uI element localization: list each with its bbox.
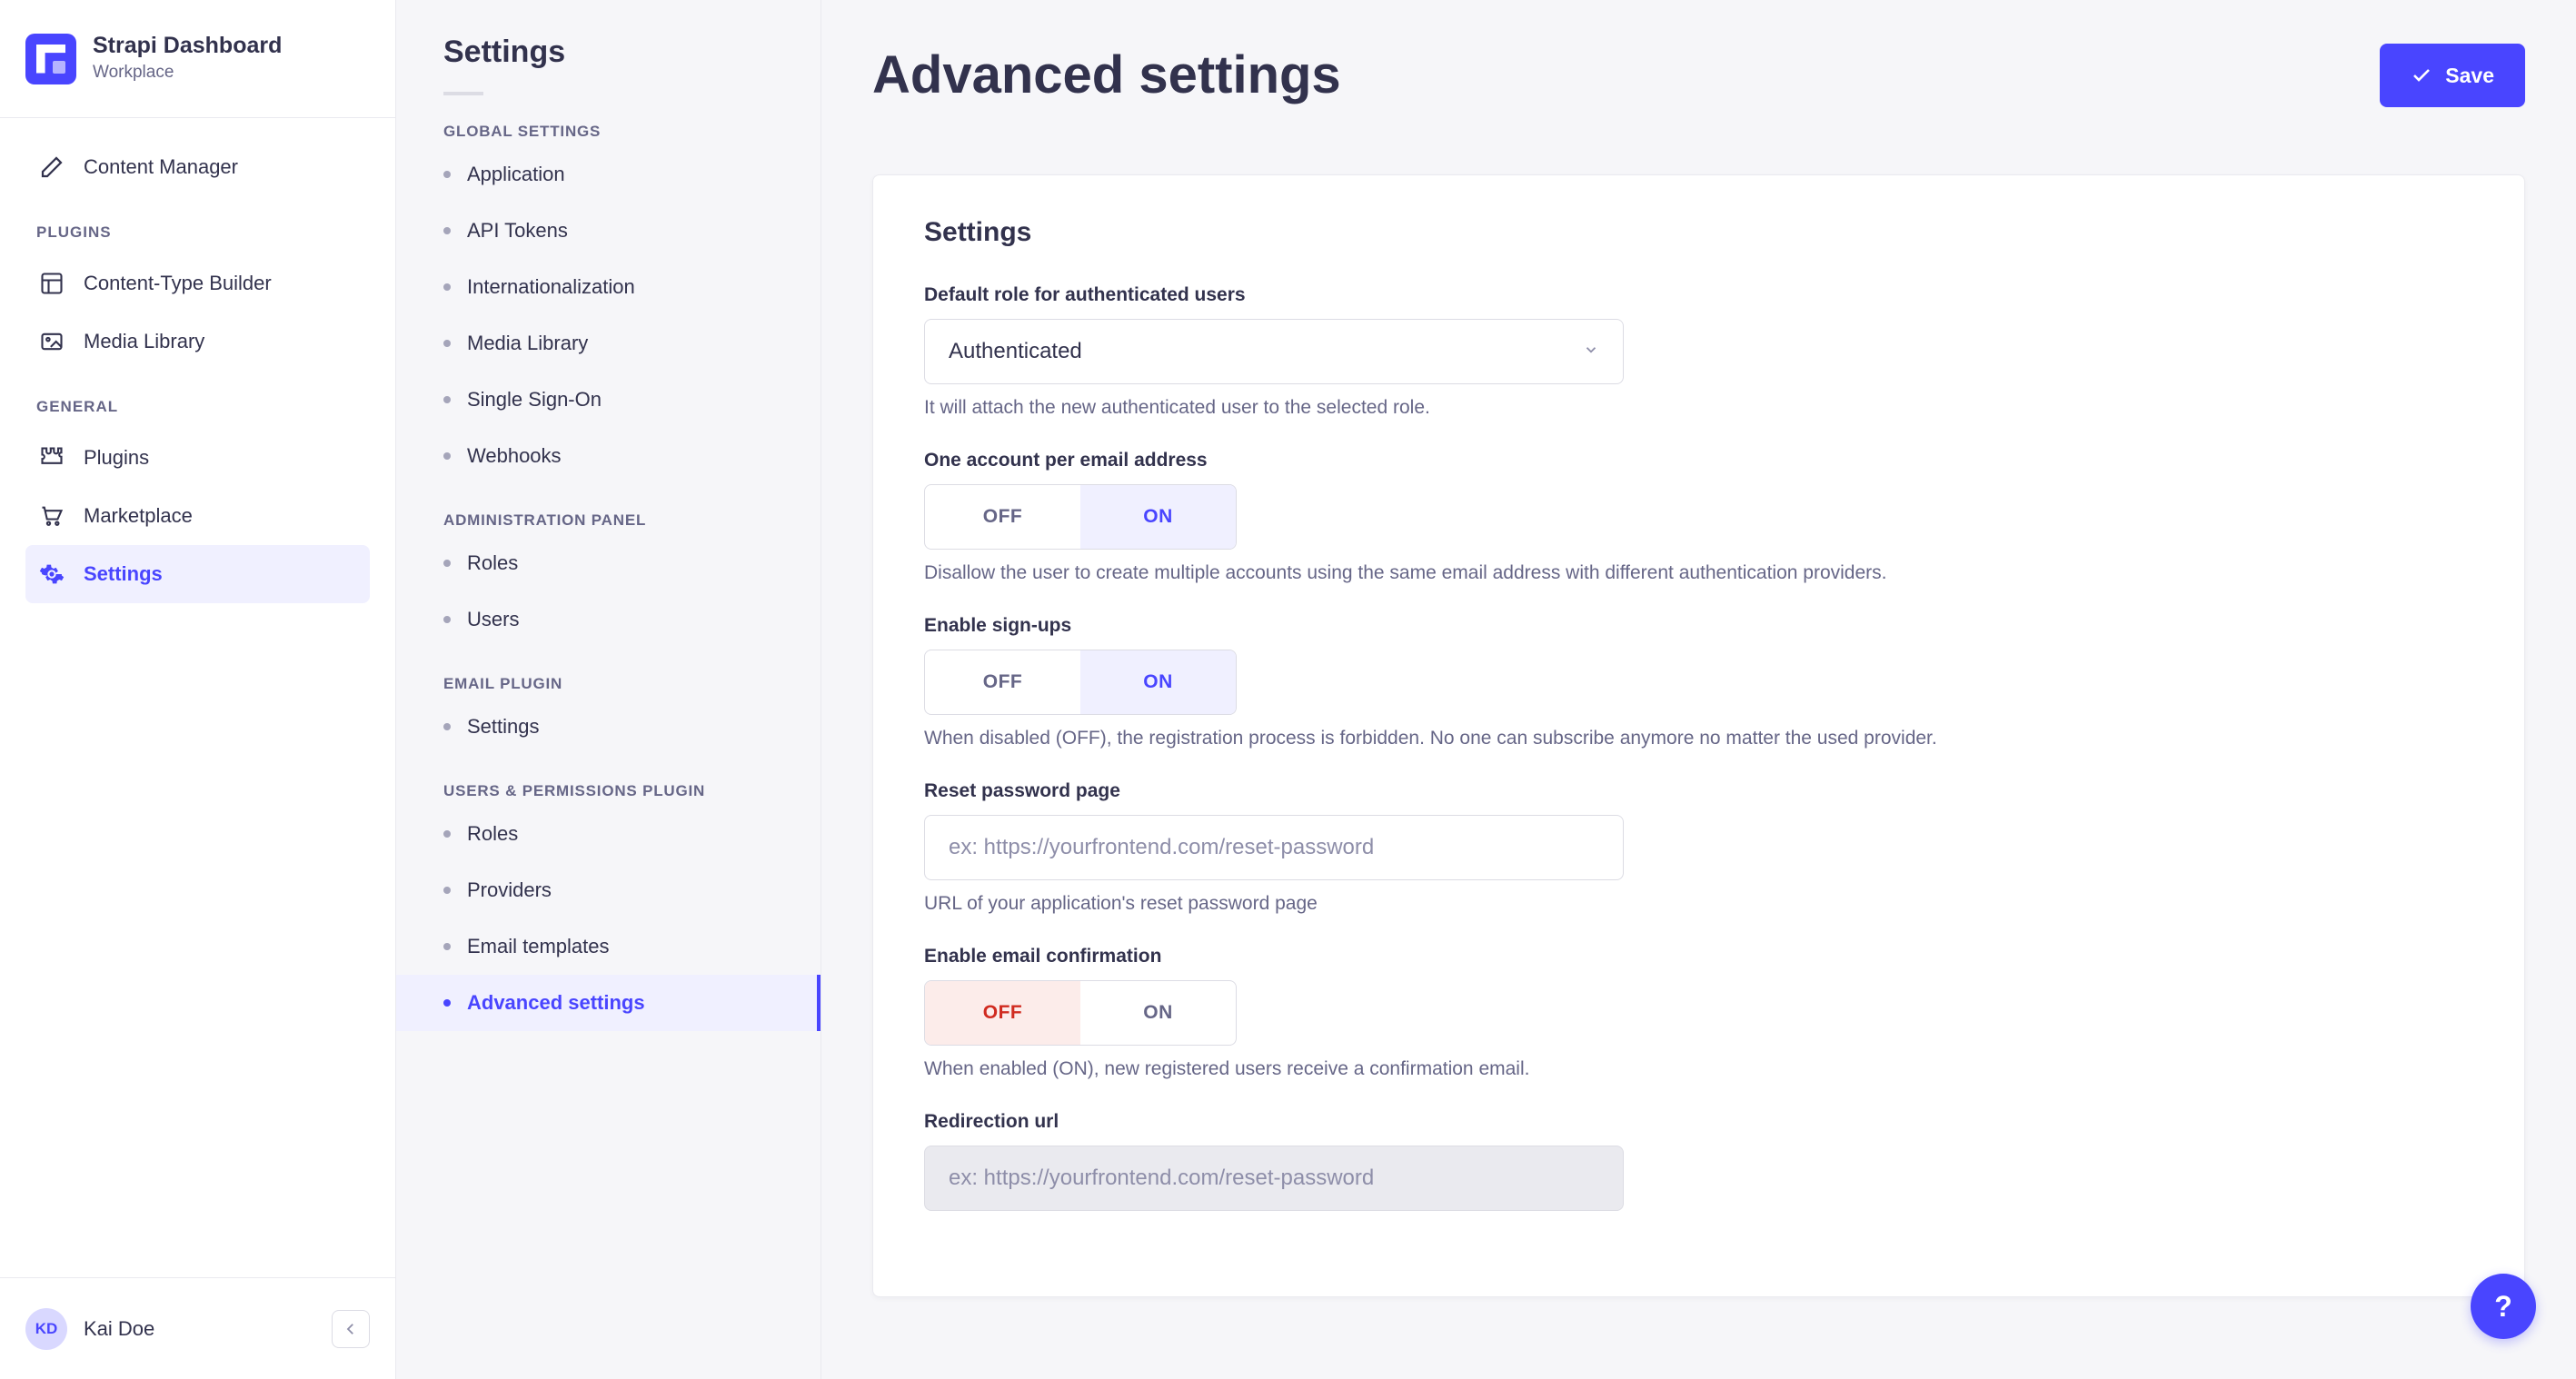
redirection-url-placeholder: ex: https://yourfrontend.com/reset-password	[949, 1166, 1375, 1190]
reset-password-page-input[interactable]	[924, 815, 1624, 880]
default-role-select[interactable]	[924, 319, 1624, 384]
subnav-item-label: Internationalization	[467, 275, 635, 298]
default-role-value: Authenticated	[949, 339, 1082, 363]
subnav-item-application[interactable]	[396, 146, 821, 203]
save-button[interactable]	[2380, 44, 2525, 107]
gear-icon	[38, 561, 65, 588]
field-default-role	[924, 284, 2473, 419]
subnav-item-label: Users	[467, 608, 520, 630]
sidebar-item-media-library[interactable]	[25, 313, 370, 371]
field-hint: It will attach the new authenticated user to the selected role.	[924, 397, 1430, 418]
subnav-item-up-roles[interactable]	[396, 806, 821, 862]
subnav-item-admin-users[interactable]	[396, 591, 821, 648]
subnav-group-administration-panel	[396, 511, 821, 648]
bullet-icon	[443, 616, 451, 623]
subnav-item-email-settings[interactable]	[396, 699, 821, 755]
subnav-item-label: Roles	[467, 551, 519, 574]
avatar[interactable]: KD	[25, 1308, 67, 1350]
subnav-item-internationalization[interactable]	[396, 259, 821, 315]
nav-top-section	[0, 118, 395, 196]
subnav-item-label: Email templates	[467, 935, 610, 957]
page-title: Advanced settings	[872, 45, 1341, 104]
subnav-item-label: Webhooks	[467, 444, 562, 467]
sidebar-item-label: Marketplace	[84, 504, 193, 527]
subnav-item-media-library[interactable]	[396, 315, 821, 372]
nav-plugins-section	[0, 196, 395, 371]
sidebar-item-label: Media Library	[84, 330, 205, 352]
chevron-down-icon	[1583, 342, 1599, 362]
field-redirection-url	[924, 1111, 2473, 1211]
email-confirmation-toggle[interactable]	[924, 980, 1237, 1046]
brand-subtitle: Workplace	[93, 62, 174, 82]
field-label: Enable email confirmation	[924, 946, 1162, 967]
subnav-title: Settings	[443, 35, 566, 69]
sidebar-item-label: Content-Type Builder	[84, 272, 272, 294]
bullet-icon	[443, 340, 451, 347]
bullet-icon	[443, 943, 451, 950]
pencil-icon	[38, 154, 65, 181]
subnav-group-label: EMAIL PLUGIN	[443, 675, 563, 692]
main-content	[821, 0, 2576, 1379]
subnav-item-admin-roles[interactable]	[396, 535, 821, 591]
sidebar-item-label: Content Manager	[84, 155, 238, 178]
enable-signups-toggle[interactable]	[924, 650, 1237, 715]
sidebar-item-marketplace[interactable]	[25, 487, 370, 545]
sidebar-item-label: Settings	[84, 562, 163, 585]
subnav-item-label: Media Library	[467, 332, 589, 354]
bullet-icon	[443, 283, 451, 291]
subnav-item-label: Settings	[467, 715, 540, 738]
field-label: Redirection url	[924, 1111, 1059, 1132]
subnav-item-label: Advanced settings	[467, 991, 645, 1014]
field-enable-email-confirmation	[924, 946, 2473, 1080]
subnav-item-label: Roles	[467, 822, 519, 845]
redirection-url-input[interactable]	[924, 1146, 1624, 1211]
field-label: Enable sign-ups	[924, 615, 1072, 636]
field-one-account-per-email	[924, 450, 2473, 584]
field-reset-password-page	[924, 780, 2473, 915]
subnav-item-label: Providers	[467, 878, 552, 901]
bullet-icon	[443, 452, 451, 460]
strapi-logo-icon	[25, 34, 76, 84]
sidebar-item-content-manager[interactable]	[25, 138, 370, 196]
subnav-group-label: USERS & PERMISSIONS PLUGIN	[443, 782, 706, 799]
sidebar-item-settings[interactable]	[25, 545, 370, 603]
bullet-icon	[443, 396, 451, 403]
image-icon	[38, 328, 65, 355]
sidebar-item-content-type-builder[interactable]	[25, 254, 370, 313]
chevron-left-icon[interactable]	[332, 1310, 370, 1348]
subnav-item-single-sign-on[interactable]	[396, 372, 821, 428]
bullet-icon	[443, 227, 451, 234]
one-account-toggle[interactable]	[924, 484, 1237, 550]
nav-group-label-general: GENERAL	[36, 398, 119, 415]
subnav-item-advanced-settings[interactable]	[396, 975, 821, 1031]
subnav-item-webhooks[interactable]	[396, 428, 821, 484]
bullet-icon	[443, 560, 451, 567]
left-navigation	[0, 0, 396, 1379]
subnav-group-label: ADMINISTRATION PANEL	[443, 511, 647, 529]
bullet-icon	[443, 171, 451, 178]
help-button[interactable]: ?	[2471, 1274, 2536, 1339]
toggle-off-option[interactable]: OFF	[925, 981, 1080, 1045]
cart-icon	[38, 502, 65, 530]
bullet-icon	[443, 830, 451, 838]
toggle-on-option[interactable]: ON	[1080, 650, 1236, 714]
subnav-item-api-tokens[interactable]	[396, 203, 821, 259]
main-header	[821, 0, 2576, 107]
toggle-off-option[interactable]: OFF	[982, 671, 1023, 692]
bullet-icon	[443, 723, 451, 730]
sidebar-item-plugins[interactable]	[25, 429, 370, 487]
field-hint: When enabled (ON), new registered users receive a confirmation email.	[924, 1058, 1530, 1079]
field-enable-signups	[924, 615, 2473, 749]
brand-title: Strapi Dashboard	[93, 32, 283, 58]
field-label: Default role for authenticated users	[924, 284, 1246, 305]
toggle-on-option[interactable]: ON	[1080, 485, 1236, 549]
field-hint: URL of your application's reset password page	[924, 893, 1318, 914]
nav-general-section	[0, 371, 395, 603]
layout-icon	[38, 270, 65, 297]
user-name: Kai Doe	[84, 1316, 155, 1340]
subnav-item-email-templates[interactable]	[396, 918, 821, 975]
subnav-group-email-plugin	[396, 675, 821, 755]
card-title: Settings	[924, 217, 1032, 247]
subnav-item-label: Application	[467, 163, 565, 185]
subnav-group-global-settings	[396, 123, 821, 484]
sidebar-item-label: Plugins	[84, 446, 150, 469]
field-hint: Disallow the user to create multiple accounts using the same email address with different authentication providers.	[924, 562, 1887, 583]
field-label: One account per email address	[924, 450, 1208, 471]
bullet-icon	[443, 999, 451, 1007]
settings-card	[872, 174, 2525, 1297]
toggle-on-option[interactable]: ON	[1143, 1002, 1173, 1023]
field-label: Reset password page	[924, 780, 1120, 801]
subnav-divider	[443, 92, 483, 95]
reset-password-page-placeholder: ex: https://yourfrontend.com/reset-password	[949, 835, 1375, 859]
puzzle-icon	[38, 444, 65, 471]
settings-subnav	[396, 0, 821, 1379]
subnav-item-label: API Tokens	[467, 219, 568, 242]
nav-group-label-plugins: PLUGINS	[36, 223, 112, 241]
subnav-group-label: GLOBAL SETTINGS	[443, 123, 602, 140]
toggle-off-option[interactable]: OFF	[982, 506, 1023, 527]
subnav-item-label: Single Sign-On	[467, 388, 602, 411]
bullet-icon	[443, 887, 451, 894]
brand-header[interactable]	[0, 0, 395, 118]
subnav-item-providers[interactable]	[396, 862, 821, 918]
field-hint: When disabled (OFF), the registration process is forbidden. No one can subscribe anymore no matter the used provider.	[924, 728, 1937, 749]
left-nav-footer	[0, 1277, 395, 1379]
save-button-label: Save	[2445, 63, 2494, 87]
subnav-group-users-permissions	[396, 782, 821, 1031]
check-icon	[2411, 64, 2432, 86]
